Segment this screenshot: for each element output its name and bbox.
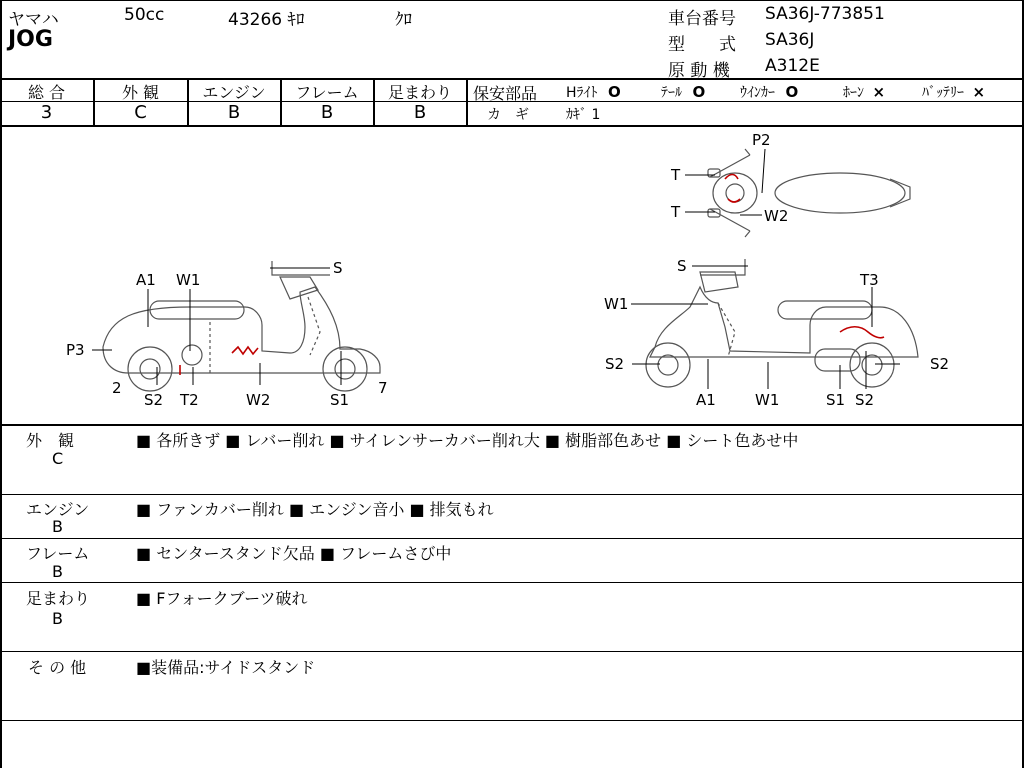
section-line-5 [0,720,1024,721]
section-notes: ■ 各所きず ■ レバー削れ ■ サイレンサーカバー削れ大 ■ 樹脂部色あせ ■ シート色あせ中 [136,431,799,450]
maker: ヤマハ [8,10,59,30]
grade-overall-label: 総 合 [27,83,66,102]
section-label: エンジン [26,500,90,519]
label-2: 2 [112,379,122,397]
section-line-1 [0,494,1024,495]
grade-exterior-label: 外 観 [121,83,160,102]
safety-item-status: O [785,83,799,101]
label-W2: W2 [246,391,271,409]
key-label: カ ギ [487,107,529,123]
label-A1: A1 [136,271,156,289]
grade-engine-value: B [227,102,241,123]
top-view-labels [670,131,788,225]
leader-lines [92,149,900,389]
safety-item-tail [661,82,705,102]
section-line-3 [0,582,1024,583]
section-notes: ■装備品:サイドスタンド [136,658,316,677]
safety-item-status: × [972,83,986,101]
label-W2: W2 [764,207,789,225]
label-S2: S2 [930,355,950,373]
section-line-4 [0,651,1024,652]
section-grade: B [52,609,63,628]
section-notes: ■ ファンカバー削れ ■ エンジン音小 ■ 排気もれ [136,500,494,519]
safety-item-label: Hﾗｲﾄ [566,85,598,101]
diagram-bottom [0,424,1024,426]
grade-frame-value: B [320,102,334,123]
safety-item-status: O [692,83,706,101]
color: ｸﾛ [395,10,412,30]
grade-engine-label: エンジン [202,83,266,102]
key-value: ｶｷﾞ 1 [566,107,601,123]
safety-item-battery [922,82,985,102]
label-S: S [333,259,343,277]
safety-item-status: O [607,83,621,101]
displacement: 50cc [124,5,165,25]
safety-item-winker [740,82,798,102]
safety-item-label: ｳｲﾝｶｰ [740,85,775,101]
safety-item-horn [843,82,885,102]
grade-exterior-value: C [134,102,147,123]
section-grade: B [52,517,63,536]
section-grade: B [52,562,63,581]
section-notes: ■ Fフォークブーツ破れ [136,589,308,608]
scooter-top-view [708,149,910,237]
section-line-2 [0,538,1024,539]
label-P2: P2 [752,131,771,149]
section-label: フレーム [26,544,90,563]
grade-col-5 [466,79,468,126]
type-label: 型 式 [668,35,736,55]
label-P3: P3 [66,341,85,359]
grade-overall-value: 3 [40,102,53,123]
label-A1: A1 [696,391,716,409]
section-grade: C [52,449,64,468]
safety-item-status: × [872,83,886,101]
label-S2: S2 [605,355,625,373]
section-label: 外 観 [26,431,75,450]
model-name: JOG [8,27,53,52]
label-W1: W1 [604,295,629,313]
section-notes: ■ センタースタンド欠品 ■ フレームさび中 [136,544,452,563]
right-view-labels [604,257,949,409]
safety-item-headlight [566,82,621,102]
left-view-labels [66,259,388,409]
label-7: 7 [378,379,388,397]
section-label: そ の 他 [28,658,87,677]
damage-diagram [0,127,1024,423]
grade-suspension-value: B [413,102,427,123]
safety-item-label: ﾊﾞｯﾃﾘｰ [922,85,964,101]
engine-value: A312E [765,56,820,76]
label-T: T [671,203,681,221]
frame-no-label: 車台番号 [668,9,736,29]
label-W1: W1 [755,391,780,409]
label-S2: S2 [855,391,875,409]
label-S: S [677,257,687,275]
mileage: 43266 ｷﾛ [228,10,305,30]
grade-suspension-label: 足まわり [387,83,452,102]
type-value: SA36J [765,30,815,50]
safety-label: 保安部品 [473,84,538,103]
label-W1: W1 [176,271,201,289]
label-S1: S1 [826,391,846,409]
safety-item-label: ﾎｰﾝ [843,85,864,101]
section-label: 足まわり [26,589,91,608]
engine-label: 原 動 機 [668,61,730,81]
label-S2: S2 [144,391,164,409]
label-S1: S1 [330,391,350,409]
grade-frame-label: フレーム [295,83,359,102]
frame-no: SA36J-773851 [765,4,885,24]
label-T2: T2 [180,391,199,409]
label-T3: T3 [860,271,879,289]
label-T: T [671,166,681,184]
frame-top [0,0,1024,1]
safety-item-label: ﾃｰﾙ [661,85,682,101]
